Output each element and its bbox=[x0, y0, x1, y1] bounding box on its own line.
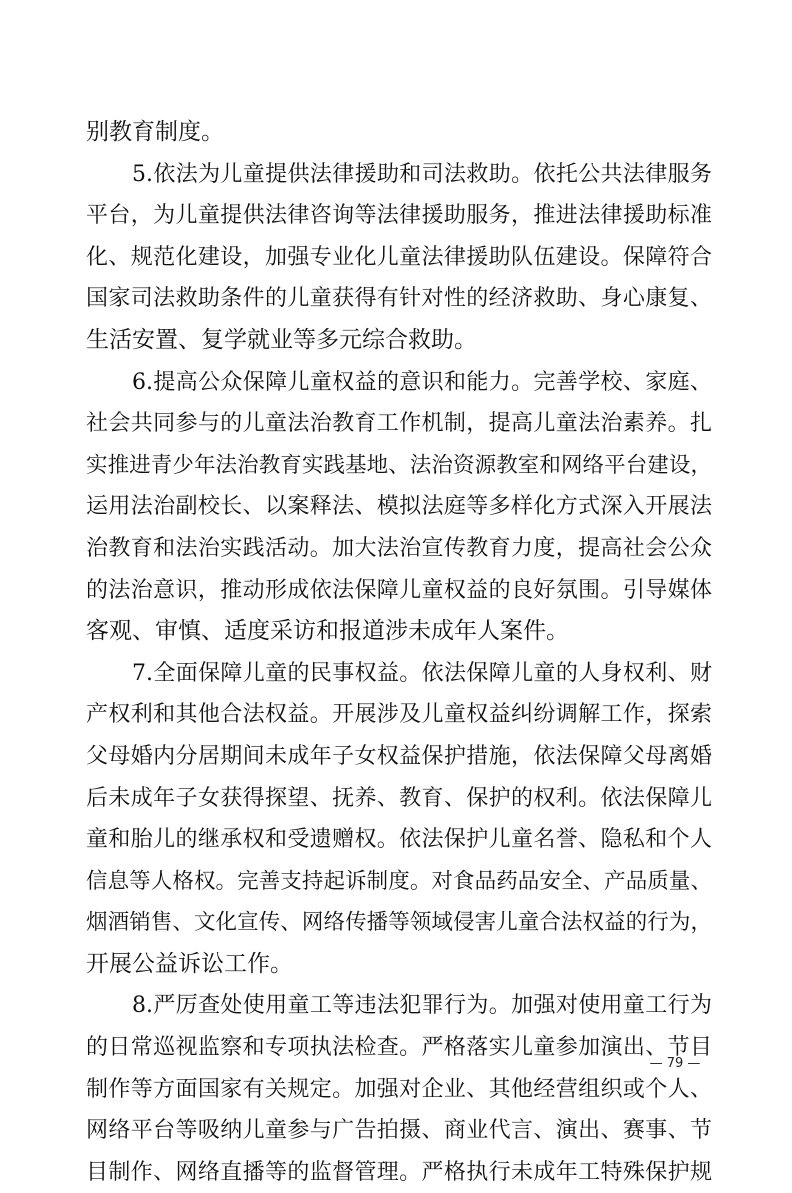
text-line: 童和胎儿的继承权和受遗赠权。依法保护儿童名誉、隐私和个人 bbox=[86, 827, 712, 853]
text-line: 父母婚内分居期间未成年子女权益保护措施，依法保障父母离婚 bbox=[86, 743, 712, 769]
text-line: 目制作、网络直播等的监督管理。严格执行未成年工特殊保护规 bbox=[86, 1159, 712, 1185]
text-line: 制作等方面国家有关规定。加强对企业、其他经营组织或个人、 bbox=[86, 1076, 712, 1102]
text-line: 烟酒销售、文化宣传、网络传播等领域侵害儿童合法权益的行为， bbox=[86, 910, 712, 936]
text-line: 开展公益诉讼工作。 bbox=[86, 950, 293, 977]
text-line: 6.提高公众保障儿童权益的意识和能力。完善学校、家庭、 bbox=[132, 369, 712, 395]
text-line: 后未成年子女获得探望、抚养、教育、保护的权利。依法保障儿 bbox=[86, 785, 712, 811]
page-number: — 79 — bbox=[649, 1056, 701, 1071]
text-line: 生活安置、复学就业等多元综合救助。 bbox=[86, 326, 477, 353]
text-line: 5.依法为儿童提供法律援助和司法救助。依托公共法律服务 bbox=[132, 161, 712, 187]
text-line: 信息等人格权。完善支持起诉制度。对食品药品安全、产品质量、 bbox=[86, 868, 712, 894]
text-line: 治教育和法治实践活动。加大法治宣传教育力度，提高社会公众 bbox=[86, 535, 712, 561]
text-line: 网络平台等吸纳儿童参与广告拍摄、商业代言、演出、赛事、节 bbox=[86, 1118, 712, 1144]
text-line: 实推进青少年法治教育实践基地、法治资源教室和网络平台建设， bbox=[86, 452, 712, 478]
text-line: 的法治意识，推动形成依法保障儿童权益的良好氛围。引导媒体 bbox=[86, 577, 712, 603]
text-line: 7.全面保障儿童的民事权益。依法保障儿童的人身权利、财 bbox=[132, 660, 712, 686]
text-line: 社会共同参与的儿童法治教育工作机制，提高儿童法治素养。扎 bbox=[86, 411, 712, 437]
text-line: 国家司法救助条件的儿童获得有针对性的经济救助、身心康复、 bbox=[86, 286, 712, 312]
text-line: 运用法治副校长、以案释法、模拟法庭等多样化方式深入开展法 bbox=[86, 494, 712, 520]
body-text bbox=[86, 112, 712, 1193]
text-line: 的日常巡视监察和专项执法检查。严格落实儿童参加演出、节目 bbox=[86, 1035, 712, 1061]
text-line: 平台，为儿童提供法律咨询等法律援助服务，推进法律援助标准 bbox=[86, 203, 712, 229]
text-line: 化、规范化建设，加强专业化儿童法律援助队伍建设。保障符合 bbox=[86, 244, 712, 270]
text-line: 产权利和其他合法权益。开展涉及儿童权益纠纷调解工作，探索 bbox=[86, 702, 712, 728]
text-line: 客观、审慎、适度采访和报道涉未成年人案件。 bbox=[86, 618, 569, 645]
text-line: 别教育制度。 bbox=[86, 119, 224, 145]
text-line: 8.严厉查处使用童工等违法犯罪行为。加强对使用童工行为 bbox=[132, 993, 712, 1019]
